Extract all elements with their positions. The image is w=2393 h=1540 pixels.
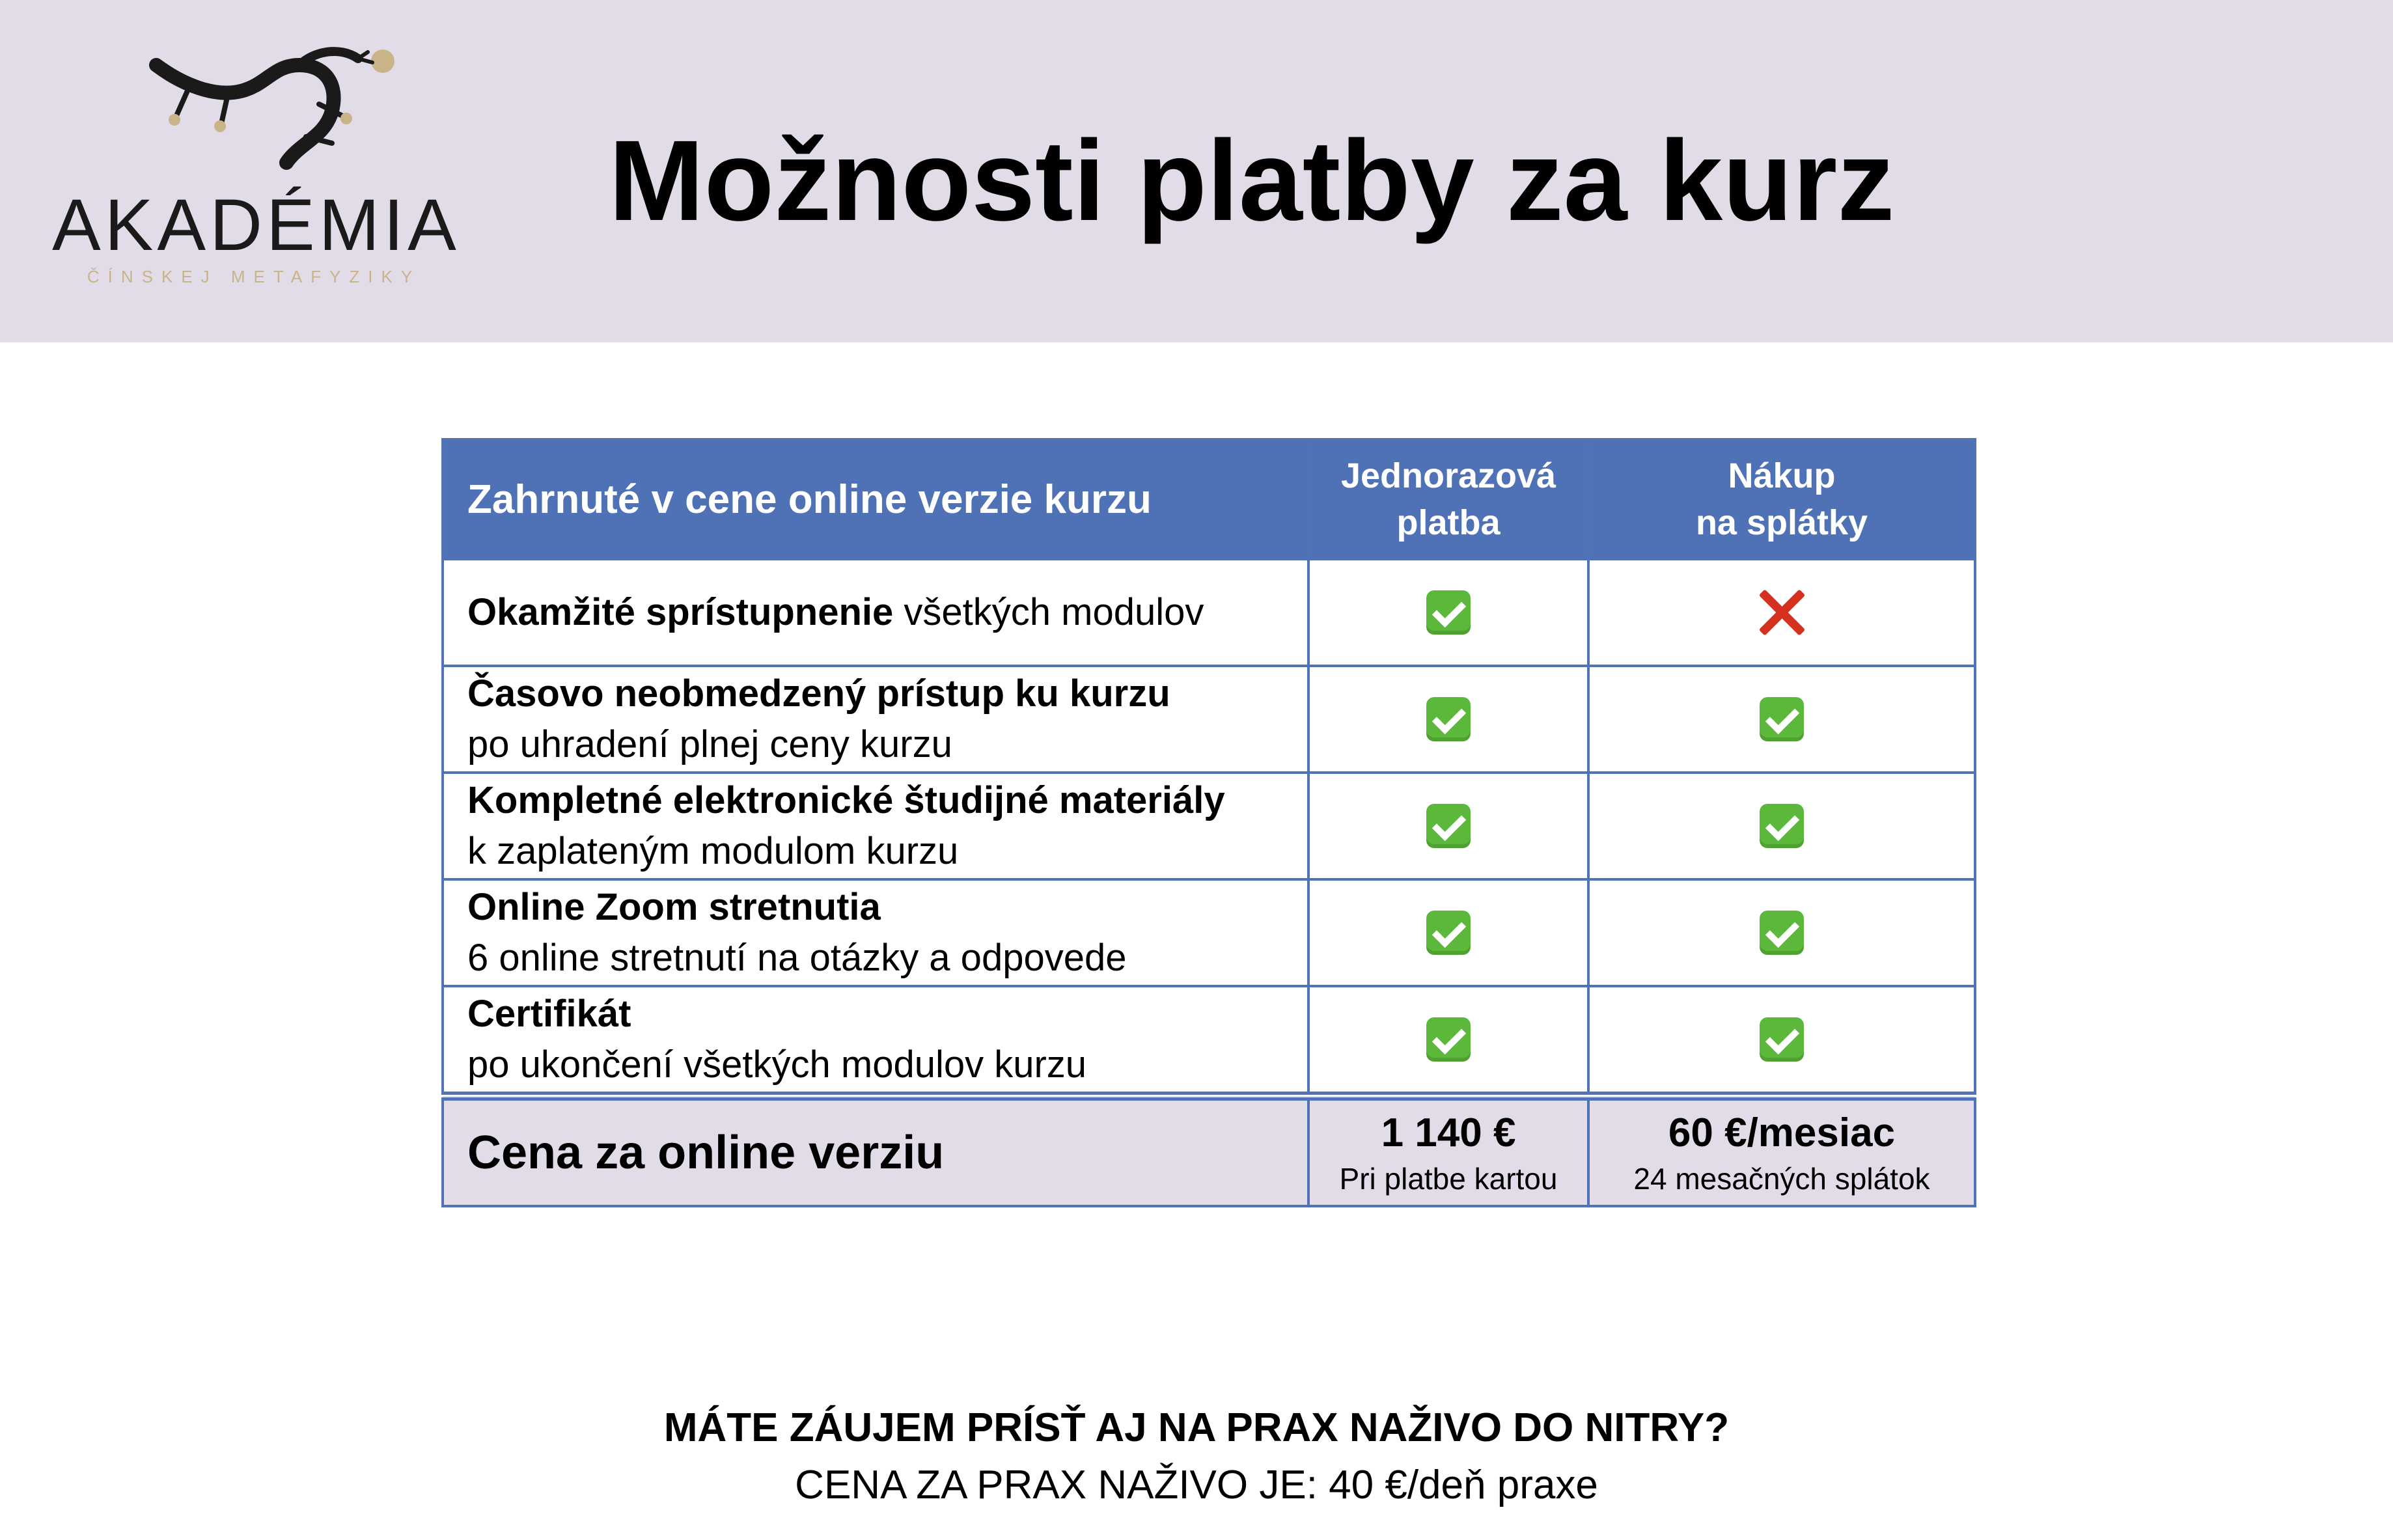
column-header-installments-line2: na splátky bbox=[1695, 503, 1868, 542]
logo bbox=[52, 39, 460, 299]
footer-answer: CENA ZA PRAX NAŽIVO JE: 40 €/deň praxe bbox=[795, 1463, 1598, 1507]
feature-cell bbox=[443, 879, 1308, 986]
check-icon bbox=[1426, 590, 1471, 635]
feature-cell bbox=[443, 986, 1308, 1096]
table-row bbox=[443, 986, 1975, 1096]
table-row bbox=[443, 559, 1975, 666]
installments-cell bbox=[1588, 986, 1975, 1096]
price-row bbox=[443, 1096, 1975, 1206]
check-icon bbox=[1760, 911, 1804, 955]
payment-options-table bbox=[441, 438, 1976, 1207]
installments-price: 60 €/mesiac bbox=[1668, 1110, 1896, 1155]
installments-cell bbox=[1588, 666, 1975, 773]
installments-cell bbox=[1588, 559, 1975, 666]
page-title: Možnosti platby za kurz bbox=[609, 117, 1895, 245]
column-header-feature: Zahrnuté v cene online verzie kurzu bbox=[443, 439, 1308, 559]
cross-icon bbox=[1756, 586, 1808, 639]
feature-title: Certifikát bbox=[467, 993, 631, 1035]
logo-name: AKADÉMIA bbox=[52, 184, 460, 266]
feature-subtitle: 6 online stretnutí na otázky a odpovede bbox=[467, 937, 1127, 979]
column-header-one-time bbox=[1308, 439, 1588, 559]
one-time-cell bbox=[1308, 666, 1588, 773]
feature-cell bbox=[443, 559, 1308, 666]
check-icon bbox=[1426, 911, 1471, 955]
feature-title: Kompletné elektronické študijné materiály bbox=[467, 779, 1225, 821]
check-icon bbox=[1426, 804, 1471, 848]
table-row bbox=[443, 666, 1975, 773]
feature-cell bbox=[443, 666, 1308, 773]
check-icon bbox=[1760, 697, 1804, 741]
feature-title: Online Zoom stretnutia bbox=[467, 886, 881, 928]
feature-title: Okamžité sprístupnenie bbox=[467, 591, 894, 633]
footer-question: MÁTE ZÁUJEM PRÍSŤ AJ NA PRAX NAŽIVO DO NITRY? bbox=[663, 1405, 1730, 1450]
price-label: Cena za online verziu bbox=[443, 1096, 1308, 1206]
dragon-logo-icon bbox=[143, 39, 417, 176]
feature-subtitle: k zaplateným modulom kurzu bbox=[467, 830, 959, 872]
one-time-cell bbox=[1308, 879, 1588, 986]
feature-cell bbox=[443, 773, 1308, 879]
column-header-one-time-line2: platba bbox=[1396, 503, 1501, 542]
feature-subtitle: po ukončení všetkých modulov kurzu bbox=[467, 1043, 1087, 1086]
header-banner bbox=[0, 0, 2393, 342]
feature-title: Časovo neobmedzený prístup ku kurzu bbox=[467, 672, 1170, 715]
table-row bbox=[443, 879, 1975, 986]
check-icon bbox=[1426, 1017, 1471, 1062]
check-icon bbox=[1426, 697, 1471, 741]
column-header-installments-line1: Nákup bbox=[1728, 456, 1836, 495]
installments-price-note: 24 mesačných splátok bbox=[1633, 1162, 1930, 1196]
one-time-price-cell bbox=[1308, 1096, 1588, 1206]
check-icon bbox=[1760, 804, 1804, 848]
column-header-installments bbox=[1588, 439, 1975, 559]
table-row bbox=[443, 773, 1975, 879]
installments-cell bbox=[1588, 773, 1975, 879]
check-icon bbox=[1760, 1017, 1804, 1062]
one-time-cell bbox=[1308, 773, 1588, 879]
table-header-row bbox=[443, 439, 1975, 559]
one-time-price-note: Pri platbe kartou bbox=[1339, 1162, 1558, 1196]
footer-note bbox=[0, 1399, 2393, 1514]
feature-title-rest: všetkých modulov bbox=[893, 591, 1204, 633]
installments-cell bbox=[1588, 879, 1975, 986]
column-header-one-time-line1: Jednorazová bbox=[1340, 456, 1556, 495]
one-time-cell bbox=[1308, 986, 1588, 1096]
logo-subtitle: ČÍNSKEJ METAFYZIKY bbox=[87, 267, 421, 286]
one-time-price: 1 140 € bbox=[1381, 1110, 1516, 1155]
feature-subtitle: po uhradení plnej ceny kurzu bbox=[467, 723, 952, 765]
one-time-cell bbox=[1308, 559, 1588, 666]
installments-price-cell bbox=[1588, 1096, 1975, 1206]
